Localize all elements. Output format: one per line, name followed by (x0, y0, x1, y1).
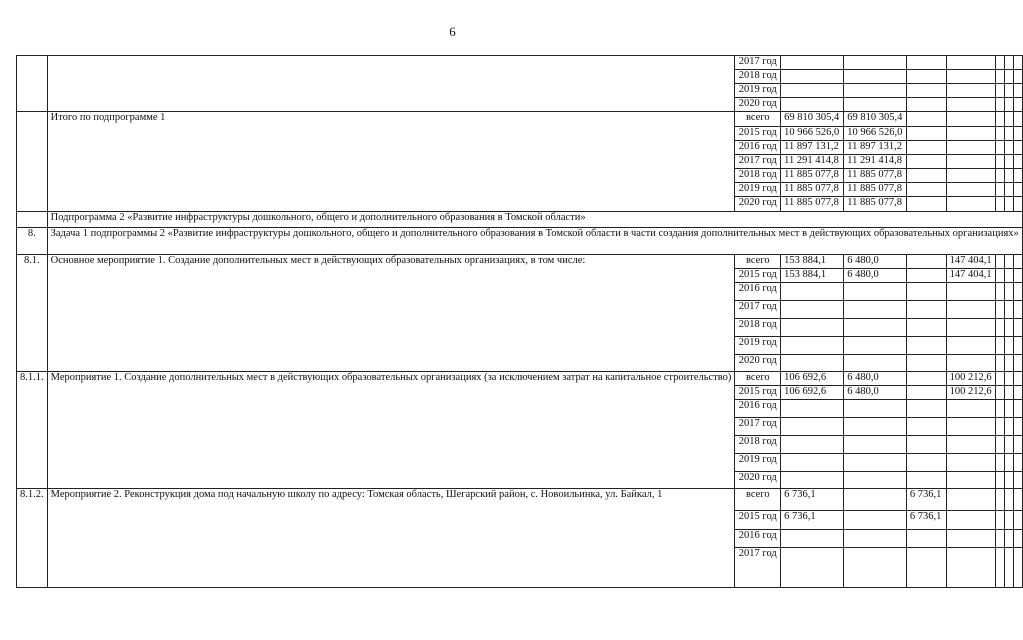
period-label: 2019 год (735, 84, 781, 98)
value-cell (906, 183, 946, 197)
value-cell (1005, 418, 1014, 436)
value-cell (906, 84, 946, 98)
value-cell (1014, 183, 1023, 197)
value-cell (844, 283, 907, 301)
value-cell (946, 548, 995, 588)
value-cell (1014, 454, 1023, 472)
value-cell: 11 885 077,8 (844, 197, 907, 212)
row-name: Основное мероприятие 1. Создание дополнительных мест в действующих образовательных организациях, в том числе: (47, 255, 735, 372)
value-cell: 10 966 526,0 (844, 127, 907, 141)
value-cell (1005, 489, 1014, 511)
value-cell (1014, 355, 1023, 372)
value-cell (1005, 386, 1014, 400)
period-label: 2019 год (735, 454, 781, 472)
value-cell (1014, 301, 1023, 319)
value-cell (996, 372, 1005, 386)
value-cell (1014, 141, 1023, 155)
period-label: 2019 год (735, 183, 781, 197)
value-cell (946, 319, 995, 337)
period-label: 2018 год (735, 319, 781, 337)
value-cell (781, 319, 844, 337)
value-cell (844, 548, 907, 588)
value-cell (906, 436, 946, 454)
value-cell (781, 548, 844, 588)
value-cell (996, 530, 1005, 548)
value-cell (996, 400, 1005, 418)
period-label: всего (735, 372, 781, 386)
value-cell (1005, 454, 1014, 472)
row-name: Мероприятие 2. Реконструкция дома под начальную школу по адресу: Томская область, Шегарский район, с. Новоильинка, ул. Байкал, 1 (47, 489, 735, 588)
period-label: 2017 год (735, 418, 781, 436)
value-cell (781, 400, 844, 418)
value-cell (996, 355, 1005, 372)
value-cell (946, 337, 995, 355)
value-cell (1014, 56, 1023, 70)
value-cell (1014, 472, 1023, 489)
period-label: 2018 год (735, 70, 781, 84)
period-label: 2015 год (735, 386, 781, 400)
table-row (17, 489, 1023, 511)
table-row (17, 112, 1023, 127)
value-cell (906, 301, 946, 319)
value-cell (1005, 355, 1014, 372)
value-cell (946, 489, 995, 511)
period-label: 2020 год (735, 197, 781, 212)
value-cell (906, 454, 946, 472)
value-cell: 11 897 131,2 (844, 141, 907, 155)
value-cell (781, 436, 844, 454)
value-cell (844, 98, 907, 112)
value-cell (996, 337, 1005, 355)
value-cell: 6 480,0 (844, 372, 907, 386)
value-cell: 153 884,1 (781, 269, 844, 283)
value-cell (1014, 436, 1023, 454)
value-cell (996, 197, 1005, 212)
value-cell (1014, 548, 1023, 588)
value-cell (946, 98, 995, 112)
value-cell (946, 183, 995, 197)
value-cell (781, 355, 844, 372)
value-cell (1005, 337, 1014, 355)
value-cell (1005, 269, 1014, 283)
value-cell (906, 548, 946, 588)
value-cell (844, 489, 907, 511)
value-cell (844, 355, 907, 372)
value-cell: 153 884,1 (781, 255, 844, 269)
value-cell (1014, 337, 1023, 355)
value-cell (946, 418, 995, 436)
value-cell (781, 56, 844, 70)
period-label: 2020 год (735, 355, 781, 372)
value-cell (844, 472, 907, 489)
value-cell (844, 530, 907, 548)
value-cell (1014, 372, 1023, 386)
value-cell (906, 98, 946, 112)
value-cell (781, 454, 844, 472)
value-cell (906, 472, 946, 489)
value-cell (1005, 141, 1014, 155)
value-cell (1014, 255, 1023, 269)
value-cell (1005, 112, 1014, 127)
value-cell (996, 472, 1005, 489)
value-cell (946, 511, 995, 530)
value-cell: 11 885 077,8 (844, 183, 907, 197)
value-cell (996, 112, 1005, 127)
period-label: 2017 год (735, 56, 781, 70)
value-cell (1005, 127, 1014, 141)
value-cell (781, 301, 844, 319)
value-cell (844, 436, 907, 454)
value-cell: 100 212,6 (946, 372, 995, 386)
value-cell (906, 169, 946, 183)
value-cell (1005, 169, 1014, 183)
value-cell (946, 454, 995, 472)
row-number (17, 56, 48, 112)
value-cell (1005, 155, 1014, 169)
value-cell: 11 897 131,2 (781, 141, 844, 155)
value-cell (1005, 472, 1014, 489)
value-cell (996, 169, 1005, 183)
value-cell (946, 84, 995, 98)
value-cell (906, 283, 946, 301)
period-label: всего (735, 489, 781, 511)
value-cell (1014, 169, 1023, 183)
value-cell: 6 480,0 (844, 269, 907, 283)
value-cell: 6 480,0 (844, 386, 907, 400)
task-heading: Задача 1 подпрограммы 2 «Развитие инфраструктуры дошкольного, общего и дополнительного образования в Томской области в части создания дополнительных мест в действующих образовательных организациях» (47, 228, 1022, 255)
value-cell (906, 56, 946, 70)
value-cell (996, 489, 1005, 511)
value-cell (1014, 98, 1023, 112)
value-cell: 11 885 077,8 (781, 197, 844, 212)
value-cell (996, 84, 1005, 98)
value-cell (1005, 400, 1014, 418)
value-cell (1014, 70, 1023, 84)
value-cell (1014, 283, 1023, 301)
value-cell: 147 404,1 (946, 269, 995, 283)
value-cell (946, 169, 995, 183)
value-cell (946, 112, 995, 127)
period-label: 2016 год (735, 530, 781, 548)
value-cell (906, 355, 946, 372)
value-cell (996, 155, 1005, 169)
value-cell: 106 692,6 (781, 386, 844, 400)
row-number: 8. (17, 228, 48, 255)
value-cell (1005, 319, 1014, 337)
table-row (17, 56, 1023, 70)
value-cell (844, 511, 907, 530)
value-cell (946, 70, 995, 84)
value-cell (996, 319, 1005, 337)
value-cell: 106 692,6 (781, 372, 844, 386)
value-cell (906, 400, 946, 418)
value-cell (996, 56, 1005, 70)
value-cell (1005, 548, 1014, 588)
value-cell: 10 966 526,0 (781, 127, 844, 141)
value-cell (1014, 269, 1023, 283)
value-cell (996, 548, 1005, 588)
value-cell (996, 301, 1005, 319)
period-label: 2015 год (735, 269, 781, 283)
table-row (17, 372, 1023, 386)
value-cell (996, 436, 1005, 454)
value-cell (946, 56, 995, 70)
period-label: 2018 год (735, 169, 781, 183)
period-label: 2017 год (735, 548, 781, 588)
value-cell (844, 418, 907, 436)
value-cell (996, 454, 1005, 472)
value-cell (1005, 436, 1014, 454)
value-cell (906, 197, 946, 212)
value-cell (781, 530, 844, 548)
row-number (17, 112, 48, 212)
period-label: 2020 год (735, 472, 781, 489)
value-cell (1005, 511, 1014, 530)
value-cell: 100 212,6 (946, 386, 995, 400)
value-cell (946, 301, 995, 319)
value-cell (1005, 301, 1014, 319)
value-cell (1014, 112, 1023, 127)
value-cell (1014, 530, 1023, 548)
value-cell (946, 400, 995, 418)
value-cell: 6 736,1 (906, 511, 946, 530)
value-cell: 11 885 077,8 (844, 169, 907, 183)
value-cell: 11 885 077,8 (781, 169, 844, 183)
value-cell (946, 472, 995, 489)
row-number (17, 212, 48, 228)
value-cell (781, 84, 844, 98)
value-cell (996, 183, 1005, 197)
value-cell (1014, 155, 1023, 169)
value-cell (1014, 386, 1023, 400)
period-label: 2018 год (735, 436, 781, 454)
value-cell (996, 418, 1005, 436)
value-cell (996, 127, 1005, 141)
value-cell (946, 530, 995, 548)
table-row (17, 255, 1023, 269)
value-cell (906, 70, 946, 84)
row-number: 8.1.1. (17, 372, 48, 489)
value-cell (781, 418, 844, 436)
table-row (17, 212, 1023, 228)
page-number: 6 (449, 24, 456, 39)
value-cell (1014, 319, 1023, 337)
row-name (47, 56, 735, 112)
value-cell (781, 283, 844, 301)
value-cell (946, 283, 995, 301)
value-cell: 69 810 305,4 (844, 112, 907, 127)
row-number: 8.1. (17, 255, 48, 372)
value-cell: 11 885 077,8 (781, 183, 844, 197)
row-name: Итого по подпрограмме 1 (47, 112, 735, 212)
period-label: 2019 год (735, 337, 781, 355)
value-cell (906, 319, 946, 337)
value-cell (906, 418, 946, 436)
period-label: всего (735, 112, 781, 127)
value-cell (844, 337, 907, 355)
value-cell (844, 84, 907, 98)
value-cell (996, 141, 1005, 155)
value-cell (1005, 183, 1014, 197)
value-cell: 6 480,0 (844, 255, 907, 269)
value-cell (996, 511, 1005, 530)
value-cell (1014, 84, 1023, 98)
period-label: 2017 год (735, 155, 781, 169)
value-cell (1014, 489, 1023, 511)
value-cell (1014, 197, 1023, 212)
value-cell (781, 98, 844, 112)
value-cell (996, 98, 1005, 112)
budget-table-body (17, 56, 1023, 588)
value-cell (844, 70, 907, 84)
period-label: 2016 год (735, 141, 781, 155)
period-label: 2016 год (735, 283, 781, 301)
value-cell (1005, 197, 1014, 212)
value-cell: 69 810 305,4 (781, 112, 844, 127)
budget-table (16, 55, 1023, 588)
value-cell (906, 255, 946, 269)
value-cell (906, 112, 946, 127)
row-number: 8.1.2. (17, 489, 48, 588)
value-cell (946, 355, 995, 372)
value-cell (781, 472, 844, 489)
row-name: Мероприятие 1. Создание дополнительных мест в действующих образовательных организациях (за исключением затрат на капитальное строительство) (47, 372, 735, 489)
value-cell (1005, 84, 1014, 98)
value-cell (906, 155, 946, 169)
value-cell (946, 197, 995, 212)
value-cell (844, 454, 907, 472)
value-cell: 6 736,1 (781, 489, 844, 511)
value-cell (781, 337, 844, 355)
value-cell (1005, 255, 1014, 269)
value-cell: 11 291 414,8 (844, 155, 907, 169)
period-label: всего (735, 255, 781, 269)
period-label: 2020 год (735, 98, 781, 112)
value-cell (996, 255, 1005, 269)
value-cell (844, 400, 907, 418)
value-cell (906, 337, 946, 355)
value-cell (781, 70, 844, 84)
value-cell (844, 301, 907, 319)
value-cell (1014, 511, 1023, 530)
value-cell (996, 386, 1005, 400)
value-cell (906, 372, 946, 386)
value-cell (906, 386, 946, 400)
table-row (17, 228, 1023, 255)
period-label: 2016 год (735, 400, 781, 418)
period-label: 2017 год (735, 301, 781, 319)
value-cell (946, 127, 995, 141)
value-cell (906, 127, 946, 141)
value-cell (1005, 70, 1014, 84)
value-cell (1005, 98, 1014, 112)
value-cell: 6 736,1 (906, 489, 946, 511)
value-cell (906, 530, 946, 548)
value-cell (946, 155, 995, 169)
value-cell (996, 70, 1005, 84)
value-cell (996, 269, 1005, 283)
period-label: 2015 год (735, 511, 781, 530)
value-cell (1014, 418, 1023, 436)
value-cell (1014, 127, 1023, 141)
value-cell (1005, 530, 1014, 548)
value-cell: 6 736,1 (781, 511, 844, 530)
value-cell (996, 283, 1005, 301)
value-cell (844, 319, 907, 337)
value-cell (1014, 400, 1023, 418)
period-label: 2015 год (735, 127, 781, 141)
value-cell (1005, 372, 1014, 386)
value-cell (906, 141, 946, 155)
value-cell (946, 141, 995, 155)
subprogram-heading: Подпрограмма 2 «Развитие инфраструктуры дошкольного, общего и дополнительного образования в Томской области» (47, 212, 1022, 228)
value-cell (844, 56, 907, 70)
value-cell (1005, 283, 1014, 301)
value-cell (906, 269, 946, 283)
value-cell (1005, 56, 1014, 70)
value-cell: 11 291 414,8 (781, 155, 844, 169)
value-cell: 147 404,1 (946, 255, 995, 269)
value-cell (946, 436, 995, 454)
